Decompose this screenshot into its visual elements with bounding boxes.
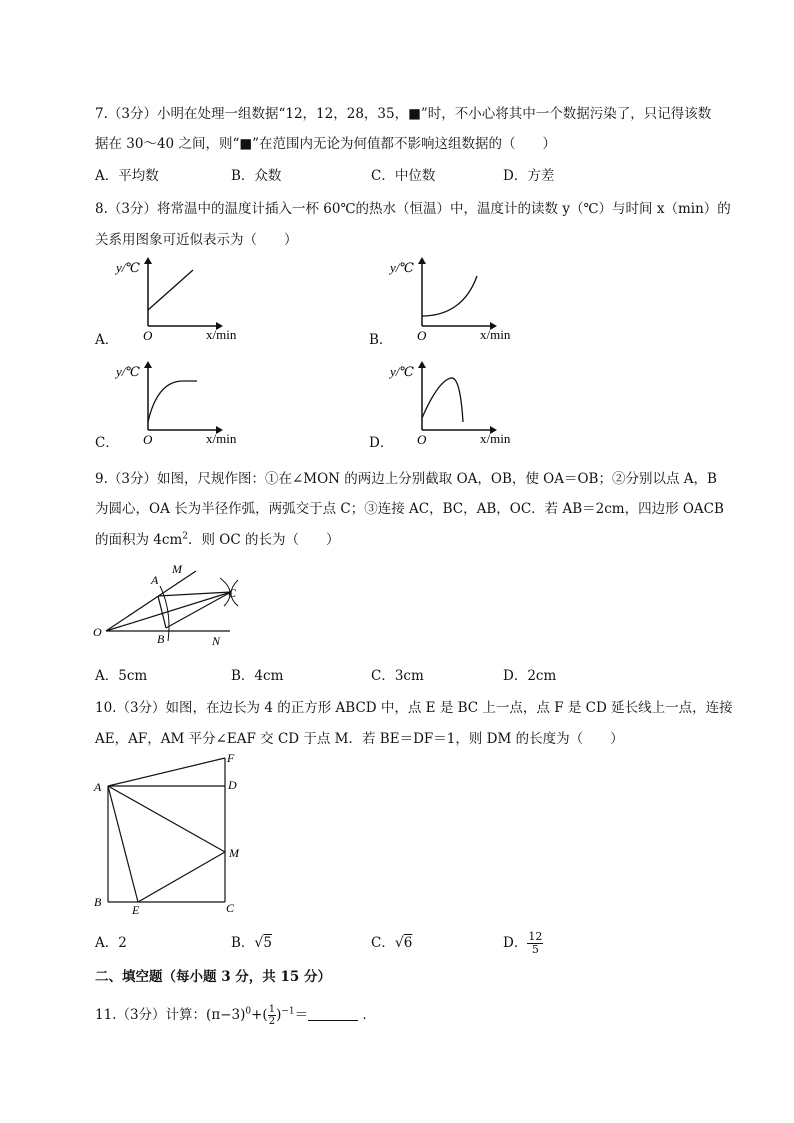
graph-a-y-label: y/℃ <box>116 260 140 275</box>
q7-line-1: 7.（3分）小明在处理一组数据“12，12，28，35，■”时，不小心将其中一个数据污染了，只记得该数 <box>95 106 712 122</box>
graph-b-x-label: x/min <box>480 327 511 342</box>
label-f: F <box>227 751 235 765</box>
q10-option-c: C．√6 <box>371 935 413 951</box>
q8-graph-a <box>113 256 253 346</box>
q10-figure <box>88 746 248 918</box>
label-a: A <box>94 780 102 794</box>
q10-option-a: A．2 <box>95 935 127 951</box>
label-c: C <box>226 901 235 915</box>
q8-graph-b <box>387 256 527 346</box>
q11-line: 11.（3分）计算：$(\pi-3)^0+$( $\frac{1}{2}$ )$^{-1}$＝ ． <box>95 1004 376 1027</box>
q7-option-a: A．平均数 <box>95 168 159 184</box>
q8-option-c: C． <box>95 435 119 451</box>
q8-graph-d <box>387 360 527 450</box>
q7-option-d: D．方差 <box>503 168 555 184</box>
answer-blank[interactable] <box>308 1008 358 1021</box>
q8-line-2: 关系用图象可近似表示为（ ） <box>95 232 298 248</box>
label-m: M <box>172 562 182 576</box>
q9-figure <box>88 556 248 652</box>
q10-line-2: AE，AF，AM 平分∠EAF 交 CD 于点 M．若 BE＝DF＝1，则 DM 的长度为（ ） <box>95 731 624 747</box>
graph-c-y-label: y/℃ <box>116 364 140 379</box>
q10-option-d: D． $\frac{12}{5}$ <box>503 930 543 956</box>
label-b: B <box>157 632 165 646</box>
section-2-title: 二、填空题（每小题 3 分，共 15 分） <box>95 969 331 985</box>
q8-graph-c <box>113 360 253 450</box>
q8-option-b: B． <box>369 332 393 348</box>
label-d: D <box>228 778 237 792</box>
q9-line-1: 9.（3分）如图，尺规作图：①在∠MON 的两边上分别截取 OA，OB，使 OA＝OB；②分别以点 A，B <box>95 471 717 487</box>
q8-line-1: 8.（3分）将常温中的温度计插入一杯 60℃的热水（恒温）中，温度计的读数 y（℃）与时间 x（min）的 <box>95 201 731 217</box>
q9-line-3: 的面积为 $4cm^2$．则 OC 的长为（ ） <box>95 531 340 548</box>
graph-c-x-label: x/min <box>206 431 237 446</box>
label-b: B <box>94 895 102 909</box>
q8-option-d: D． <box>369 435 394 451</box>
label-a: A <box>151 573 159 587</box>
q10-line-1: 10.（3分）如图，在边长为 4 的正方形 ABCD 中，点 E 是 BC 上一点，点 F 是 CD 延长线上一点，连接 <box>95 700 733 716</box>
label-e: E <box>132 903 140 917</box>
graph-b-origin-label: O <box>417 328 427 343</box>
q7-line-2: 据在 30～40 之间，则“■”在范围内无论为何值都不影响这组数据的（ ） <box>95 136 556 152</box>
q9-option-d: D．2cm <box>503 668 557 684</box>
q7-option-b: B．众数 <box>231 168 282 184</box>
label-m: M <box>229 846 239 860</box>
graph-d-origin-label: O <box>417 432 427 447</box>
graph-c-origin-label: O <box>143 432 153 447</box>
q10-option-b: B．√5 <box>231 935 272 951</box>
q9-option-a: A．5cm <box>95 668 148 684</box>
graph-d-x-label: x/min <box>480 431 511 446</box>
q9-option-c: C．3cm <box>371 668 424 684</box>
label-n: N <box>212 634 221 648</box>
q7-option-c: C．中位数 <box>371 168 436 184</box>
label-c: C <box>228 586 237 600</box>
graph-a-origin-label: O <box>143 328 153 343</box>
graph-a-x-label: x/min <box>206 327 237 342</box>
graph-b-y-label: y/℃ <box>390 260 414 275</box>
q9-option-b: B．4cm <box>231 668 284 684</box>
q9-line-2: 为圆心，OA 长为半径作弧，两弧交于点 C；③连接 AC，BC，AB，OC．若 AB＝2cm，四边形 OACB <box>95 501 724 517</box>
label-o: O <box>93 625 102 639</box>
graph-d-y-label: y/℃ <box>390 364 414 379</box>
q8-option-a: A． <box>95 332 119 348</box>
